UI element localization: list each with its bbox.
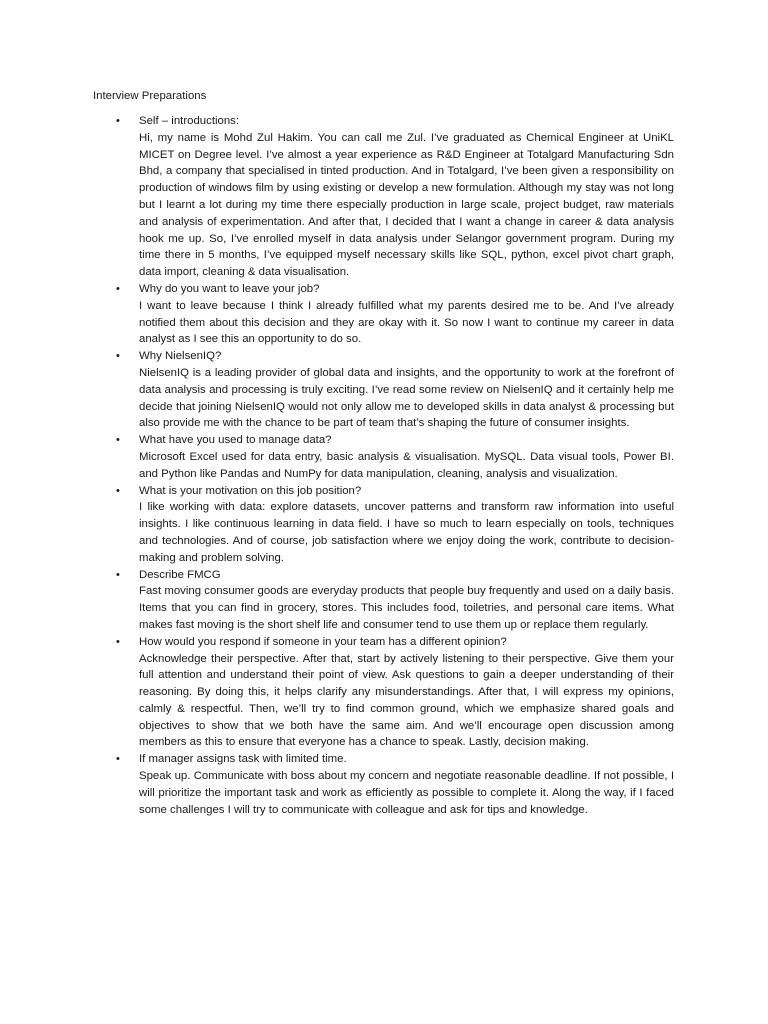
list-item	[116, 751, 674, 818]
question-text: How would you respond if someone in your team has a different opinion?	[139, 635, 507, 648]
question-text: Why NielsenIQ?	[139, 350, 222, 363]
bullet-icon: •	[116, 568, 120, 581]
answer-text: I want to leave because I think I already fulfilled what my parents desired me to be. And I’ve already notified them about this decision and they are okay with it. So now I want to continue my career in data analyst as I see this an opportunity to do so.	[139, 299, 674, 346]
list-item	[116, 281, 674, 348]
answer-text: Microsoft Excel used for data entry, basic analysis & visualisation. MySQL. Data visual tools, Power BI. and Python like Pandas and NumPy for data manipulation, cleaning, analysis and visualization.	[139, 450, 674, 480]
list-item	[116, 634, 674, 752]
list-item	[116, 567, 674, 634]
list-item	[116, 348, 674, 432]
bullet-icon: •	[116, 115, 120, 127]
list-item	[116, 113, 674, 281]
bullet-icon: •	[116, 753, 120, 766]
bullet-icon: •	[116, 484, 120, 497]
question-text: If manager assigns task with limited time.	[139, 753, 347, 766]
bullet-icon: •	[116, 282, 120, 295]
document-title: Interview Preparations	[93, 90, 207, 102]
answer-text: Acknowledge their perspective. After that, start by actively listening to their perspective. Give them your full attention and understand their point of view. Ask questions to gain a deeper understanding of their reasoning. By doing this, it helps clarify any misunderstandings. After that, I will express my opinions, calmly & respectful. Then, we’ll try to find common ground, which we emphasize shared goals and objectives to show that we both have the same aim. And we’ll encourage open discussion among members as this to ensure that everyone has a chance to speak. Lastly, decision making.	[139, 652, 674, 749]
bullet-icon: •	[116, 635, 120, 648]
bullet-icon: •	[116, 350, 120, 363]
answer-text: Speak up. Communicate with boss about my concern and negotiate reasonable deadline. If not possible, I will prioritize the important task and work as efficiently as possible to complete it. Along the way, if I faced some challenges I will try to communicate with colleague and ask for tips and knowledge.	[139, 770, 674, 816]
answer-text: Hi, my name is Mohd Zul Hakim. You can call me Zul. I’ve graduated as Chemical Engineer at UniKL MICET on Degree level. I’ve almost a year experience as R&D Engineer at Totalgard Manufacturing Sdn Bhd, a company that specialised in tinted production. And in Totalgard, I’ve been given a responsibility on production of windows film by using existing or develop a new formulation. Although my stay was not long but I learnt a lot during my time there especially production in large scale, project budget, raw materials and analysis of experimentation. And after that, I decided that I want a change in career & data analysis hook me up. So, I’ve enrolled myself in data analysis under Selangor government program. During my time there in 5 months, I’ve equipped myself necessary skills like SQL, python, excel pivot chart graph, data import, cleaning & data visualisation.	[139, 131, 674, 279]
question-text: Self – introductions:	[139, 115, 240, 127]
answer-text: Fast moving consumer goods are everyday products that people buy frequently and used on a daily basis. Items that you can find in grocery, stores. This includes food, toiletries, and personal care items. What makes fast moving is the short shelf life and consumer tend to use them up or replace them regularly.	[139, 585, 674, 631]
question-text: Why do you want to leave your job?	[139, 282, 320, 295]
list-item	[116, 483, 674, 567]
question-text: Describe FMCG	[139, 568, 221, 581]
question-text: What have you used to manage data?	[139, 434, 332, 447]
list-item	[116, 432, 674, 482]
question-text: What is your motivation on this job position?	[139, 484, 362, 497]
answer-text: I like working with data: explore datasets, uncover patterns and transform raw information into useful insights. I like continuous learning in data field. I have so much to learn especially on tools, techniques and technologies. And of course, job satisfaction where we enjoy doing the work, contribute to decision-making and problem solving.	[139, 501, 674, 564]
bullet-icon: •	[116, 434, 120, 447]
qa-list	[116, 113, 674, 818]
answer-text: NielsenIQ is a leading provider of global data and insights, and the opportunity to work at the forefront of data analysis and processing is truly exciting. I’ve read some review on NielsenIQ and it certainly help me decide that joining NielsenIQ would not only allow me to developed skills in data analyst & processing but also provide me with the chance to be part of team that’s shaping the future of consumer insights.	[139, 366, 674, 430]
